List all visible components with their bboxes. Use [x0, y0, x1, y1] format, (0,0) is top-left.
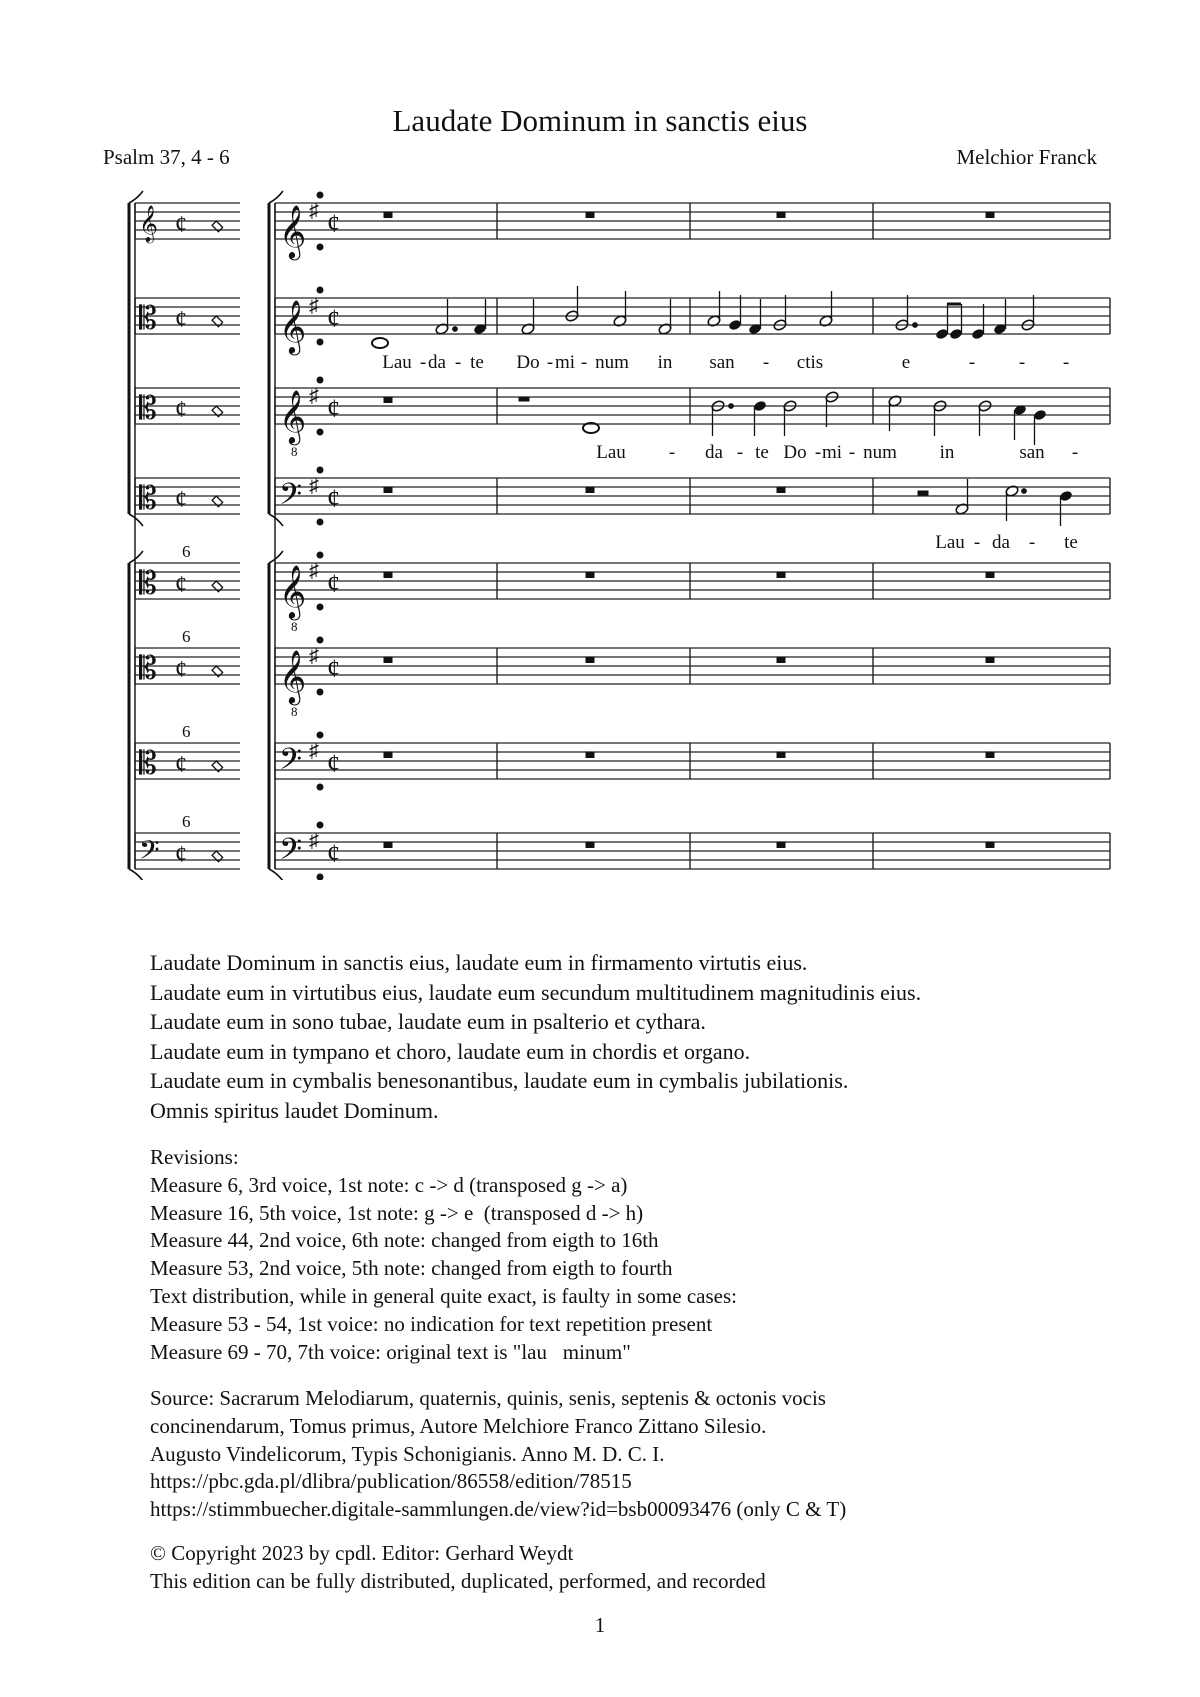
- augmentation-dot: [913, 323, 918, 328]
- incipit-clef-icon: 𝄞: [139, 205, 158, 241]
- incipit-number: 6: [182, 812, 191, 831]
- sharp-icon: ♯: [309, 385, 319, 407]
- lyric-syllable: -: [762, 352, 770, 373]
- score-title: Laudate Dominum in sanctis eius: [392, 103, 808, 138]
- incipit-time-icon: ¢: [175, 212, 187, 238]
- psalm-reference: Psalm 37, 4 - 6: [103, 145, 230, 169]
- lyric-syllable: -: [848, 442, 856, 463]
- lyric-syllable: num: [863, 442, 897, 463]
- range-dot: [317, 732, 323, 738]
- range-dot: [317, 822, 323, 828]
- clefs: [139, 200, 340, 873]
- cut-time-icon: ¢: [327, 654, 340, 683]
- revision-line: Text distribution, while in general quite exact, is faulty in some cases:: [150, 1283, 737, 1308]
- lyric-syllable: da: [705, 442, 723, 463]
- lyric-syllable: -: [968, 352, 976, 373]
- measure-rest: [777, 572, 785, 578]
- range-dot: [317, 637, 323, 643]
- bracket-hook: [269, 551, 283, 563]
- copyright-notice: [150, 1540, 1130, 1596]
- revision-line: Measure 69 - 70, 7th voice: original text is "lau minum": [150, 1339, 631, 1364]
- music-score: [0, 180, 1200, 880]
- lyric-syllable: -: [1062, 352, 1070, 373]
- incipit-clef-icon: 𝄡: [139, 480, 157, 516]
- whole-note: [372, 338, 388, 348]
- range-dot: [317, 429, 323, 435]
- bass-clef-icon: 𝄢: [279, 833, 303, 873]
- source-url[interactable]: https://pbc.gda.pl/dlibra/publication/86558/edition/78515: [150, 1469, 632, 1494]
- incipit-time-icon: ¢: [175, 842, 187, 868]
- cut-time-icon: ¢: [327, 569, 340, 598]
- measure-rest: [586, 572, 594, 578]
- cut-time-icon: ¢: [327, 209, 340, 238]
- lyric-syllable: -: [419, 352, 427, 373]
- measure-rest: [586, 657, 594, 663]
- page-number: 1: [594, 1613, 606, 1637]
- sharp-icon: ♯: [309, 295, 319, 317]
- range-dot: [317, 192, 323, 198]
- measure-rest: [586, 752, 594, 758]
- sharp-icon: ♯: [309, 645, 319, 667]
- incipit-time-icon: ¢: [175, 572, 187, 598]
- treble-clef-icon: 𝄞: [279, 391, 307, 442]
- measure-rest: [986, 842, 994, 848]
- source-url[interactable]: https://stimmbuecher.digitale-sammlungen.de/view?id=bsb00093476 (only C & T): [150, 1497, 847, 1522]
- revision-line: Measure 53 - 54, 1st voice: no indication for text repetition present: [150, 1311, 713, 1336]
- measure-rest: [384, 572, 392, 578]
- lyric-syllable: mi: [554, 352, 576, 373]
- measure-rest: [586, 212, 594, 218]
- incipit-clef-icon: 𝄡: [139, 300, 157, 336]
- composer-name: Melchior Franck: [956, 145, 1097, 169]
- measure-rest: [384, 657, 392, 663]
- revisions-notes: [150, 1144, 1130, 1366]
- revision-line: Measure 6, 3rd voice, 1st note: c -> d (transposed g -> a): [150, 1172, 628, 1197]
- lyric-syllable: -: [668, 442, 676, 463]
- range-dot: [317, 287, 323, 293]
- sharp-icon: ♯: [309, 830, 319, 852]
- revision-line: Revisions:: [150, 1145, 239, 1169]
- lyric-syllable: in: [939, 442, 955, 463]
- treble-clef-icon: 𝄞: [279, 651, 307, 702]
- measure-rest: [777, 752, 785, 758]
- psalm-line: Laudate eum in virtutibus eius, laudate eum secundum multitudinem magnitudinis eius.: [150, 979, 922, 1005]
- measure-rest: [586, 842, 594, 848]
- bracket-hook: [129, 551, 143, 563]
- incipit-time-icon: ¢: [175, 307, 187, 333]
- sharp-icon: ♯: [309, 475, 319, 497]
- psalm-text: [150, 948, 1110, 1125]
- bass-clef-icon: 𝄢: [279, 743, 303, 783]
- revision-line: Measure 44, 2nd voice, 6th note: changed from eigth to 16th: [150, 1228, 659, 1253]
- incipit-clef-icon: 𝄡: [139, 390, 157, 426]
- range-dot: [317, 604, 323, 610]
- treble-clef-icon: 𝄞: [279, 206, 307, 257]
- octave-mark: 8: [291, 704, 298, 719]
- cut-time-icon: ¢: [327, 749, 340, 778]
- augmentation-dot: [453, 327, 458, 332]
- measure-rest: [777, 657, 785, 663]
- measure-rest: [384, 212, 392, 218]
- lyric-syllable: -: [546, 352, 554, 373]
- range-dot: [317, 784, 323, 790]
- octave-mark: 8: [291, 444, 298, 459]
- augmentation-dot: [729, 404, 734, 409]
- incipit-clef-icon: 𝄡: [139, 650, 157, 686]
- cut-time-icon: ¢: [327, 304, 340, 333]
- lyric-syllable: te: [470, 352, 484, 373]
- incipit-number: 6: [182, 722, 191, 741]
- revision-line: Measure 53, 2nd voice, 5th note: changed from eigth to fourth: [150, 1256, 673, 1281]
- measure-rest: [986, 212, 994, 218]
- half-rest: [519, 397, 529, 401]
- lyric-syllable: san: [1019, 442, 1045, 463]
- license-line: This edition can be fully distributed, duplicated, performed, and recorded: [150, 1568, 766, 1593]
- incipit-number: 6: [182, 542, 191, 561]
- range-dot: [317, 377, 323, 383]
- treble-clef-icon: 𝄞: [279, 566, 307, 617]
- measure-rest: [586, 487, 594, 493]
- psalm-line: Laudate Dominum in sanctis eius, laudate eum in firmamento virtutis eius.: [150, 950, 808, 975]
- psalm-line: Laudate eum in cymbalis benesonantibus, laudate eum in cymbalis jubilationis.: [150, 1068, 849, 1093]
- revision-line: Measure 16, 5th voice, 1st note: g -> e (transposed d -> h): [150, 1200, 644, 1225]
- lyric-syllable: e: [901, 352, 911, 373]
- lyric-syllable: in: [657, 352, 673, 373]
- incipit-clef-icon: 𝄡: [139, 565, 157, 601]
- sharp-icon: ♯: [309, 560, 319, 582]
- half-rest: [918, 491, 928, 495]
- lyric-syllable: Lau: [382, 352, 412, 373]
- lyric-syllable: te: [755, 442, 769, 463]
- range-dot: [317, 519, 323, 525]
- measure-rest: [986, 752, 994, 758]
- measure-rest: [986, 657, 994, 663]
- lyric-syllable: mi: [821, 442, 843, 463]
- incipit-time-icon: ¢: [175, 487, 187, 513]
- psalm-line: Laudate eum in tympano et choro, laudate eum in chordis et organo.: [150, 1038, 751, 1064]
- incipit-time-icon: ¢: [175, 657, 187, 683]
- lyric-syllable: Lau: [596, 442, 626, 463]
- incipit-number: 6: [182, 627, 191, 646]
- lyric-syllable: te: [1064, 532, 1078, 553]
- lyric-syllable: Do: [783, 442, 807, 463]
- lyric-syllable: Do: [516, 352, 540, 373]
- lyric-syllable: -: [454, 352, 462, 373]
- measure-rest: [777, 212, 785, 218]
- augmentation-dot: [1022, 489, 1027, 494]
- lyric-syllable: ctis: [796, 352, 824, 373]
- lyric-syllable: -: [736, 442, 744, 463]
- lyric-syllable: -: [1018, 352, 1026, 373]
- cut-time-icon: ¢: [327, 484, 340, 513]
- cut-time-icon: ¢: [327, 839, 340, 868]
- measure-rest: [986, 572, 994, 578]
- source-line: Source: Sacrarum Melodiarum, quaternis, quinis, senis, septenis & octonis vocis: [150, 1386, 826, 1410]
- lyric-syllable: Lau: [935, 532, 965, 553]
- lyric-syllable: da: [992, 532, 1010, 553]
- psalm-line: Laudate eum in sono tubae, laudate eum in psalterio et cythara.: [150, 1009, 706, 1034]
- lyric-syllable: -: [1071, 442, 1079, 463]
- lyric-syllable: -: [580, 352, 588, 373]
- measure-rest: [384, 487, 392, 493]
- source-notes: [150, 1385, 1130, 1524]
- measure-rest: [777, 842, 785, 848]
- lyric-syllable: -: [973, 532, 981, 553]
- measure-rest: [384, 397, 392, 403]
- incipit-time-icon: ¢: [175, 752, 187, 778]
- lyrics: [382, 352, 1078, 553]
- bracket-hook: [129, 191, 143, 203]
- lyric-syllable: da: [428, 352, 446, 373]
- cut-time-icon: ¢: [327, 394, 340, 423]
- source-line: concinendarum, Tomus primus, Autore Melchiore Franco Zittano Silesio.: [150, 1413, 767, 1438]
- range-dot: [317, 552, 323, 558]
- source-line: Augusto Vindelicorum, Typis Schonigianis. Anno M. D. C. I.: [150, 1441, 665, 1466]
- copyright-line: © Copyright 2023 by cpdl. Editor: Gerhard Weydt: [150, 1541, 574, 1565]
- measure-rest: [777, 487, 785, 493]
- octave-mark: 8: [291, 619, 298, 634]
- range-dot: [317, 467, 323, 473]
- sharp-icon: ♯: [309, 200, 319, 222]
- lyric-syllable: san: [709, 352, 735, 373]
- incipit-clef-icon: 𝄢: [139, 835, 160, 871]
- lyric-syllable: -: [1028, 532, 1036, 553]
- psalm-line: Omnis spiritus laudet Dominum.: [150, 1097, 439, 1123]
- range-dot: [317, 339, 323, 345]
- measure-rest: [384, 752, 392, 758]
- range-dot: [317, 689, 323, 695]
- incipit-time-icon: ¢: [175, 397, 187, 423]
- sharp-icon: ♯: [309, 740, 319, 762]
- measure-rest: [384, 842, 392, 848]
- treble-clef-icon: 𝄞: [279, 301, 307, 352]
- range-dot: [317, 874, 323, 880]
- range-dot: [317, 244, 323, 250]
- incipit-clef-icon: 𝄡: [139, 745, 157, 781]
- bass-clef-icon: 𝄢: [279, 478, 303, 518]
- bracket-hook: [269, 191, 283, 203]
- lyric-syllable: num: [595, 352, 629, 373]
- lyric-syllable: -: [814, 442, 822, 463]
